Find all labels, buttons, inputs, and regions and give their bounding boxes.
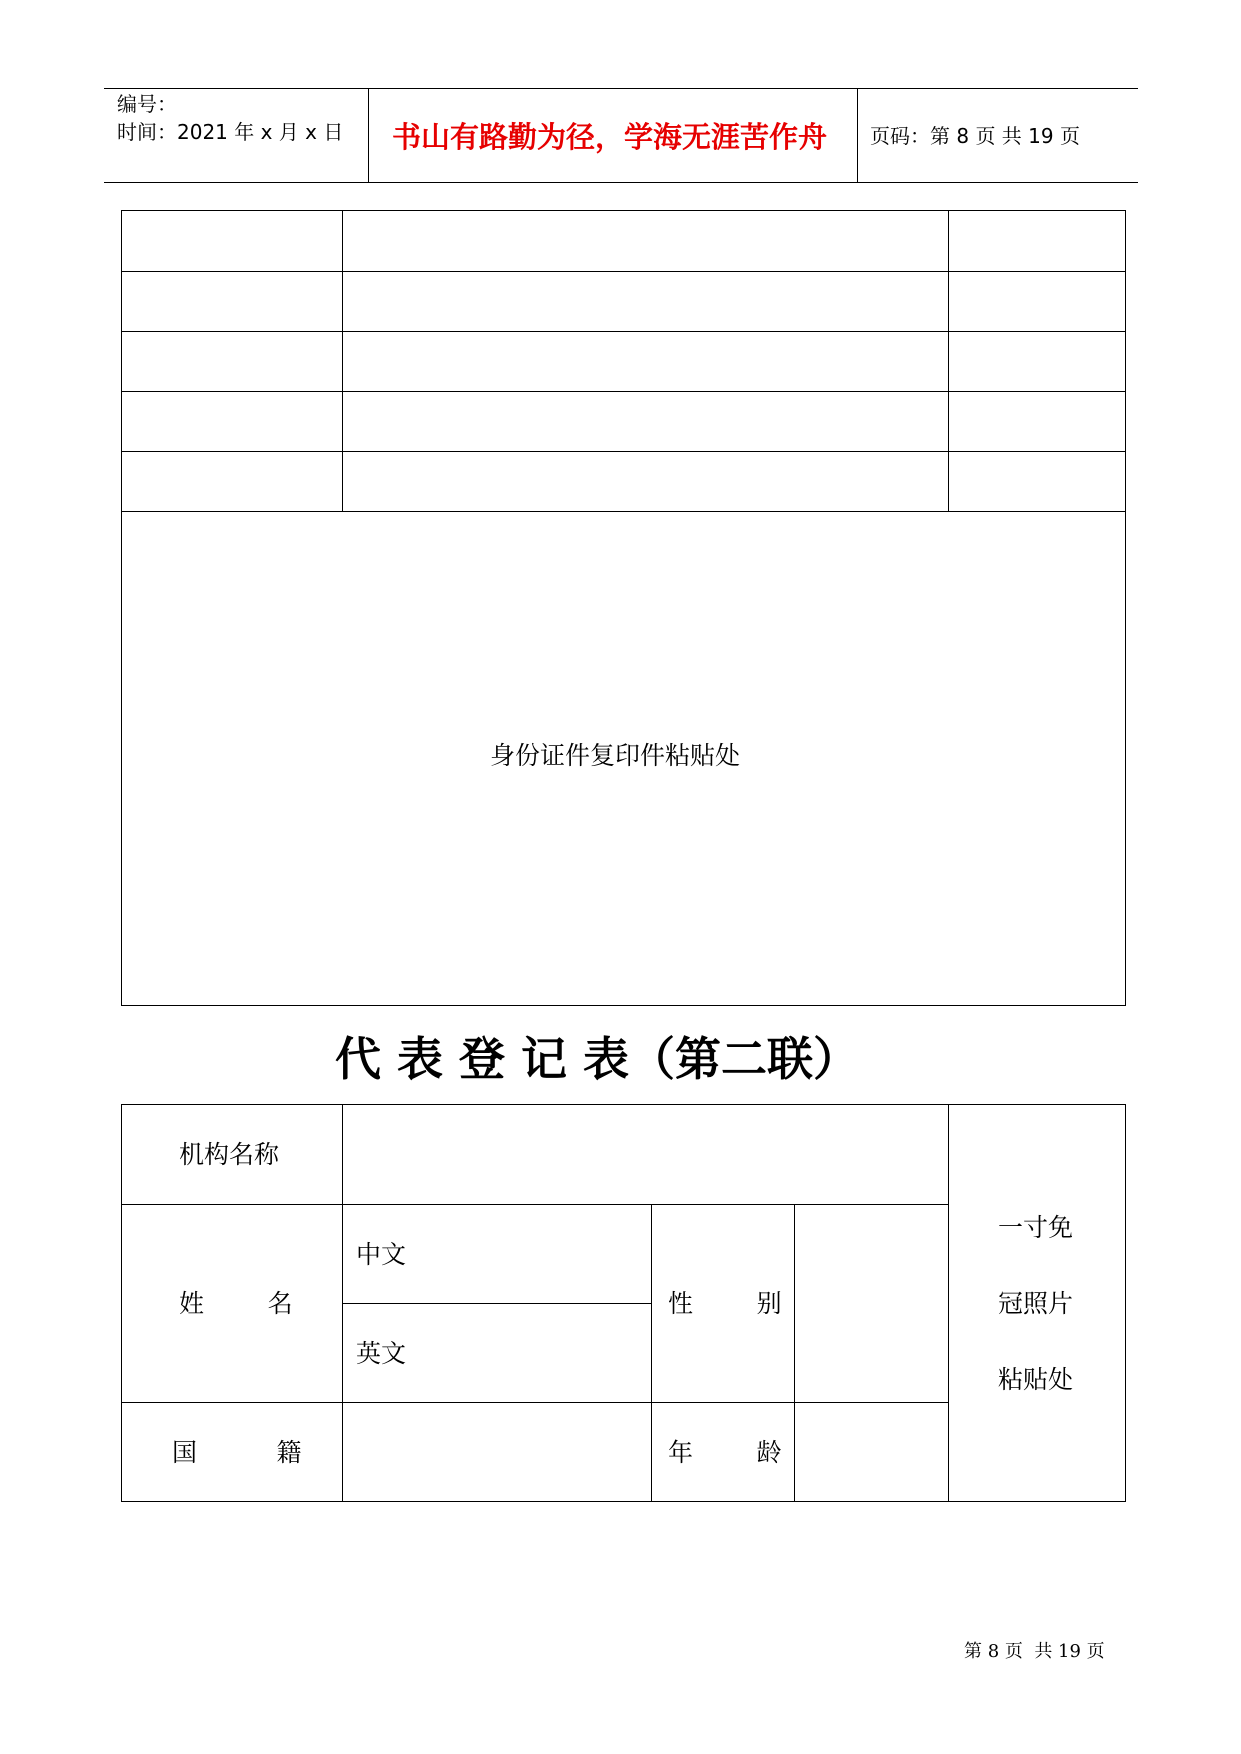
upper-col-line-2: [948, 211, 949, 511]
header-top-rule: [104, 88, 1138, 89]
gender-label: 性 别: [668, 1289, 782, 1318]
document-number-label: 编号：: [117, 92, 177, 116]
form-title: 代 表 登 记 表（第二联）: [335, 1032, 860, 1086]
header-motto: 书山有路勤为径，学海无涯苦作舟: [392, 120, 828, 154]
photo-area-label-line3: 粘贴处: [998, 1365, 1074, 1394]
upper-row-line-1: [122, 271, 1125, 272]
name-label: 姓 名: [179, 1289, 293, 1318]
form-row-line-2: [122, 1402, 948, 1403]
registration-form-table: [121, 1104, 1126, 1502]
document-time-label: 时间：2021 年 x 月 x 日: [117, 120, 344, 144]
id-copy-paste-area-label: 身份证件复印件粘贴处: [490, 741, 741, 770]
org-name-label: 机构名称: [179, 1140, 280, 1169]
header-bottom-rule: [104, 182, 1138, 183]
name-english-label: 英文: [356, 1339, 407, 1368]
name-chinese-label: 中文: [356, 1240, 407, 1269]
form-col-line-photo: [948, 1105, 949, 1501]
upper-row-line-3: [122, 391, 1125, 392]
upper-table: [121, 210, 1126, 1006]
footer-page-number: 第 8 页 共 19 页: [964, 1641, 1105, 1662]
upper-row-line-5: [122, 511, 1125, 512]
nationality-label: 国 籍: [172, 1438, 302, 1467]
header-page-indicator: 页码：第 8 页 共 19 页: [870, 124, 1080, 148]
header-divider-right: [857, 88, 858, 183]
upper-row-line-2: [122, 331, 1125, 332]
form-col-line-mid: [651, 1204, 652, 1501]
form-row-line-1: [122, 1204, 948, 1205]
form-row-line-name-split: [342, 1303, 651, 1304]
upper-row-line-4: [122, 451, 1125, 452]
upper-col-line-1: [342, 211, 343, 511]
header-divider-left: [368, 88, 369, 183]
age-label: 年 龄: [668, 1438, 782, 1467]
photo-area-label-line2: 冠照片: [998, 1289, 1074, 1318]
photo-area-label-line1: 一寸免: [998, 1213, 1074, 1242]
form-col-line-value: [794, 1204, 795, 1501]
